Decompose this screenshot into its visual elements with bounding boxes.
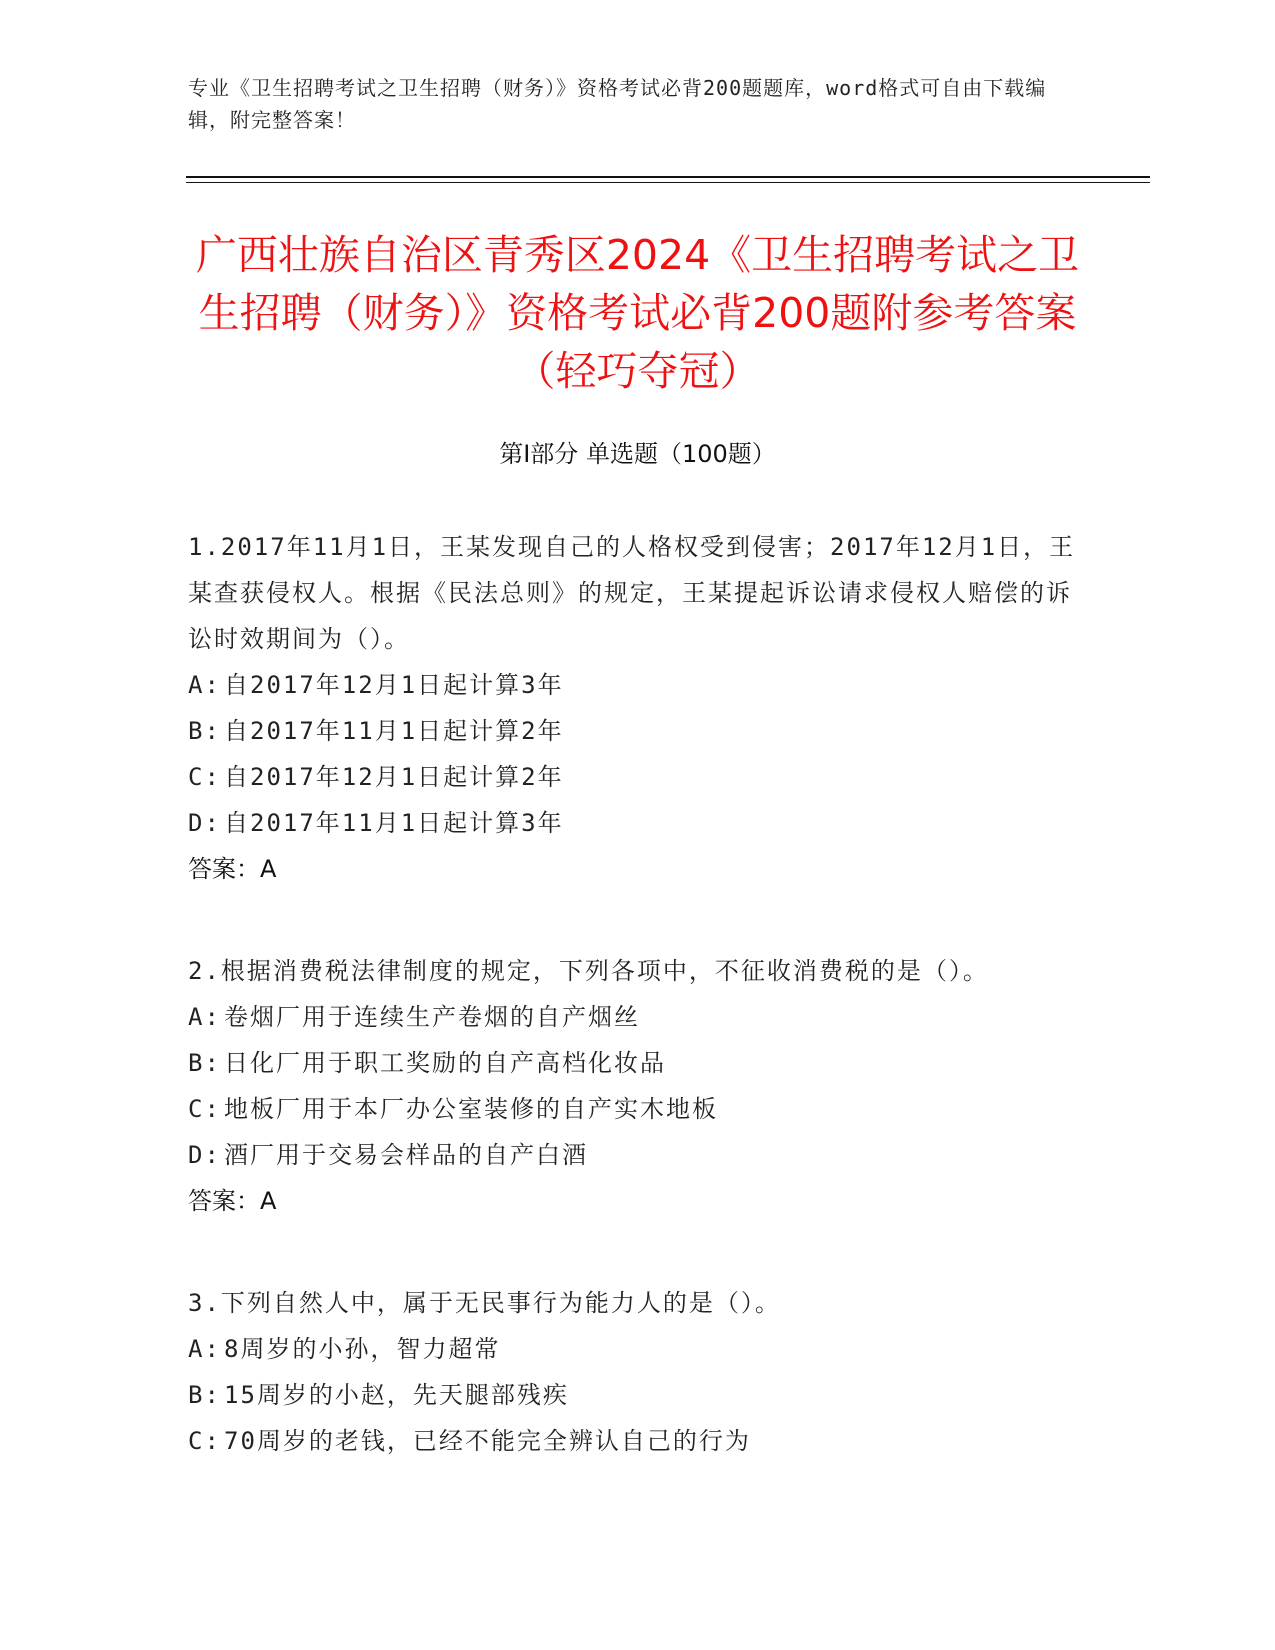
option-letter: C: [188, 1095, 221, 1123]
question-stem: 3.下列自然人中，属于无民事行为能力人的是（）。 [188, 1289, 781, 1317]
option-text: 15周岁的小赵，先天腿部残疾 [224, 1381, 569, 1409]
option-text: 自2017年11月1日起计算3年 [224, 809, 564, 837]
header-divider-thick [186, 176, 1150, 178]
header-note: 专业《卫生招聘考试之卫生招聘（财务）》资格考试必背200题题库，word格式可自由下载编辑，附完整答案！ [188, 76, 1047, 132]
option-letter: B: [188, 717, 221, 745]
answer-line [188, 1178, 1088, 1224]
question-item [188, 948, 1088, 1224]
question-option [188, 754, 1088, 800]
question-option [188, 1372, 1088, 1418]
option-text: 70周岁的老钱，已经不能完全辨认自己的行为 [224, 1427, 751, 1455]
option-text: 自2017年11月1日起计算2年 [224, 717, 564, 745]
option-text: 8周岁的小孙，智力超常 [224, 1335, 501, 1363]
question-option [188, 1418, 1088, 1464]
question-option [188, 800, 1088, 846]
question-option [188, 1040, 1088, 1086]
question-stem: 2.根据消费税法律制度的规定，下列各项中，不征收消费税的是（）。 [188, 957, 989, 985]
question-item [188, 524, 1088, 892]
option-text: 自2017年12月1日起计算2年 [224, 763, 564, 791]
question-option [188, 1132, 1088, 1178]
option-letter: C: [188, 763, 221, 791]
section-title: 第Ⅰ部分 单选题（100题） [499, 440, 776, 468]
option-letter: A: [188, 671, 221, 699]
question-item [188, 1280, 1088, 1464]
answer-value: A [260, 1187, 277, 1215]
question-option [188, 1086, 1088, 1132]
question-option [188, 1326, 1088, 1372]
question-option [188, 994, 1088, 1040]
option-text: 卷烟厂用于连续生产卷烟的自产烟丝 [224, 1003, 640, 1031]
option-letter: B: [188, 1049, 221, 1077]
question-option [188, 662, 1088, 708]
option-letter: D: [188, 1141, 221, 1169]
question-list [188, 524, 1088, 1520]
answer-label: 答案： [188, 855, 260, 883]
question-option [188, 708, 1088, 754]
answer-label: 答案： [188, 1187, 260, 1215]
option-letter: B: [188, 1381, 221, 1409]
answer-line [188, 846, 1088, 892]
header-divider-thin [186, 182, 1150, 183]
option-text: 酒厂用于交易会样品的自产白酒 [224, 1141, 588, 1169]
option-text: 自2017年12月1日起计算3年 [224, 671, 564, 699]
question-stem: 1.2017年11月1日，王某发现自己的人格权受到侵害；2017年12月1日，王某查获侵权人。根据《民法总则》的规定，王某提起诉讼请求侵权人赔偿的诉讼时效期间为（）。 [188, 533, 1076, 653]
option-letter: D: [188, 809, 221, 837]
option-letter: A: [188, 1003, 221, 1031]
answer-value: A [260, 855, 277, 883]
option-letter: A: [188, 1335, 221, 1363]
option-text: 日化厂用于职工奖励的自产高档化妆品 [224, 1049, 666, 1077]
option-letter: C: [188, 1427, 221, 1455]
document-title: 广西壮族自治区青秀区2024《卫生招聘考试之卫生招聘（财务）》资格考试必背200题附参考答案（轻巧夺冠） [195, 231, 1080, 395]
option-text: 地板厂用于本厂办公室装修的自产实木地板 [224, 1095, 718, 1123]
